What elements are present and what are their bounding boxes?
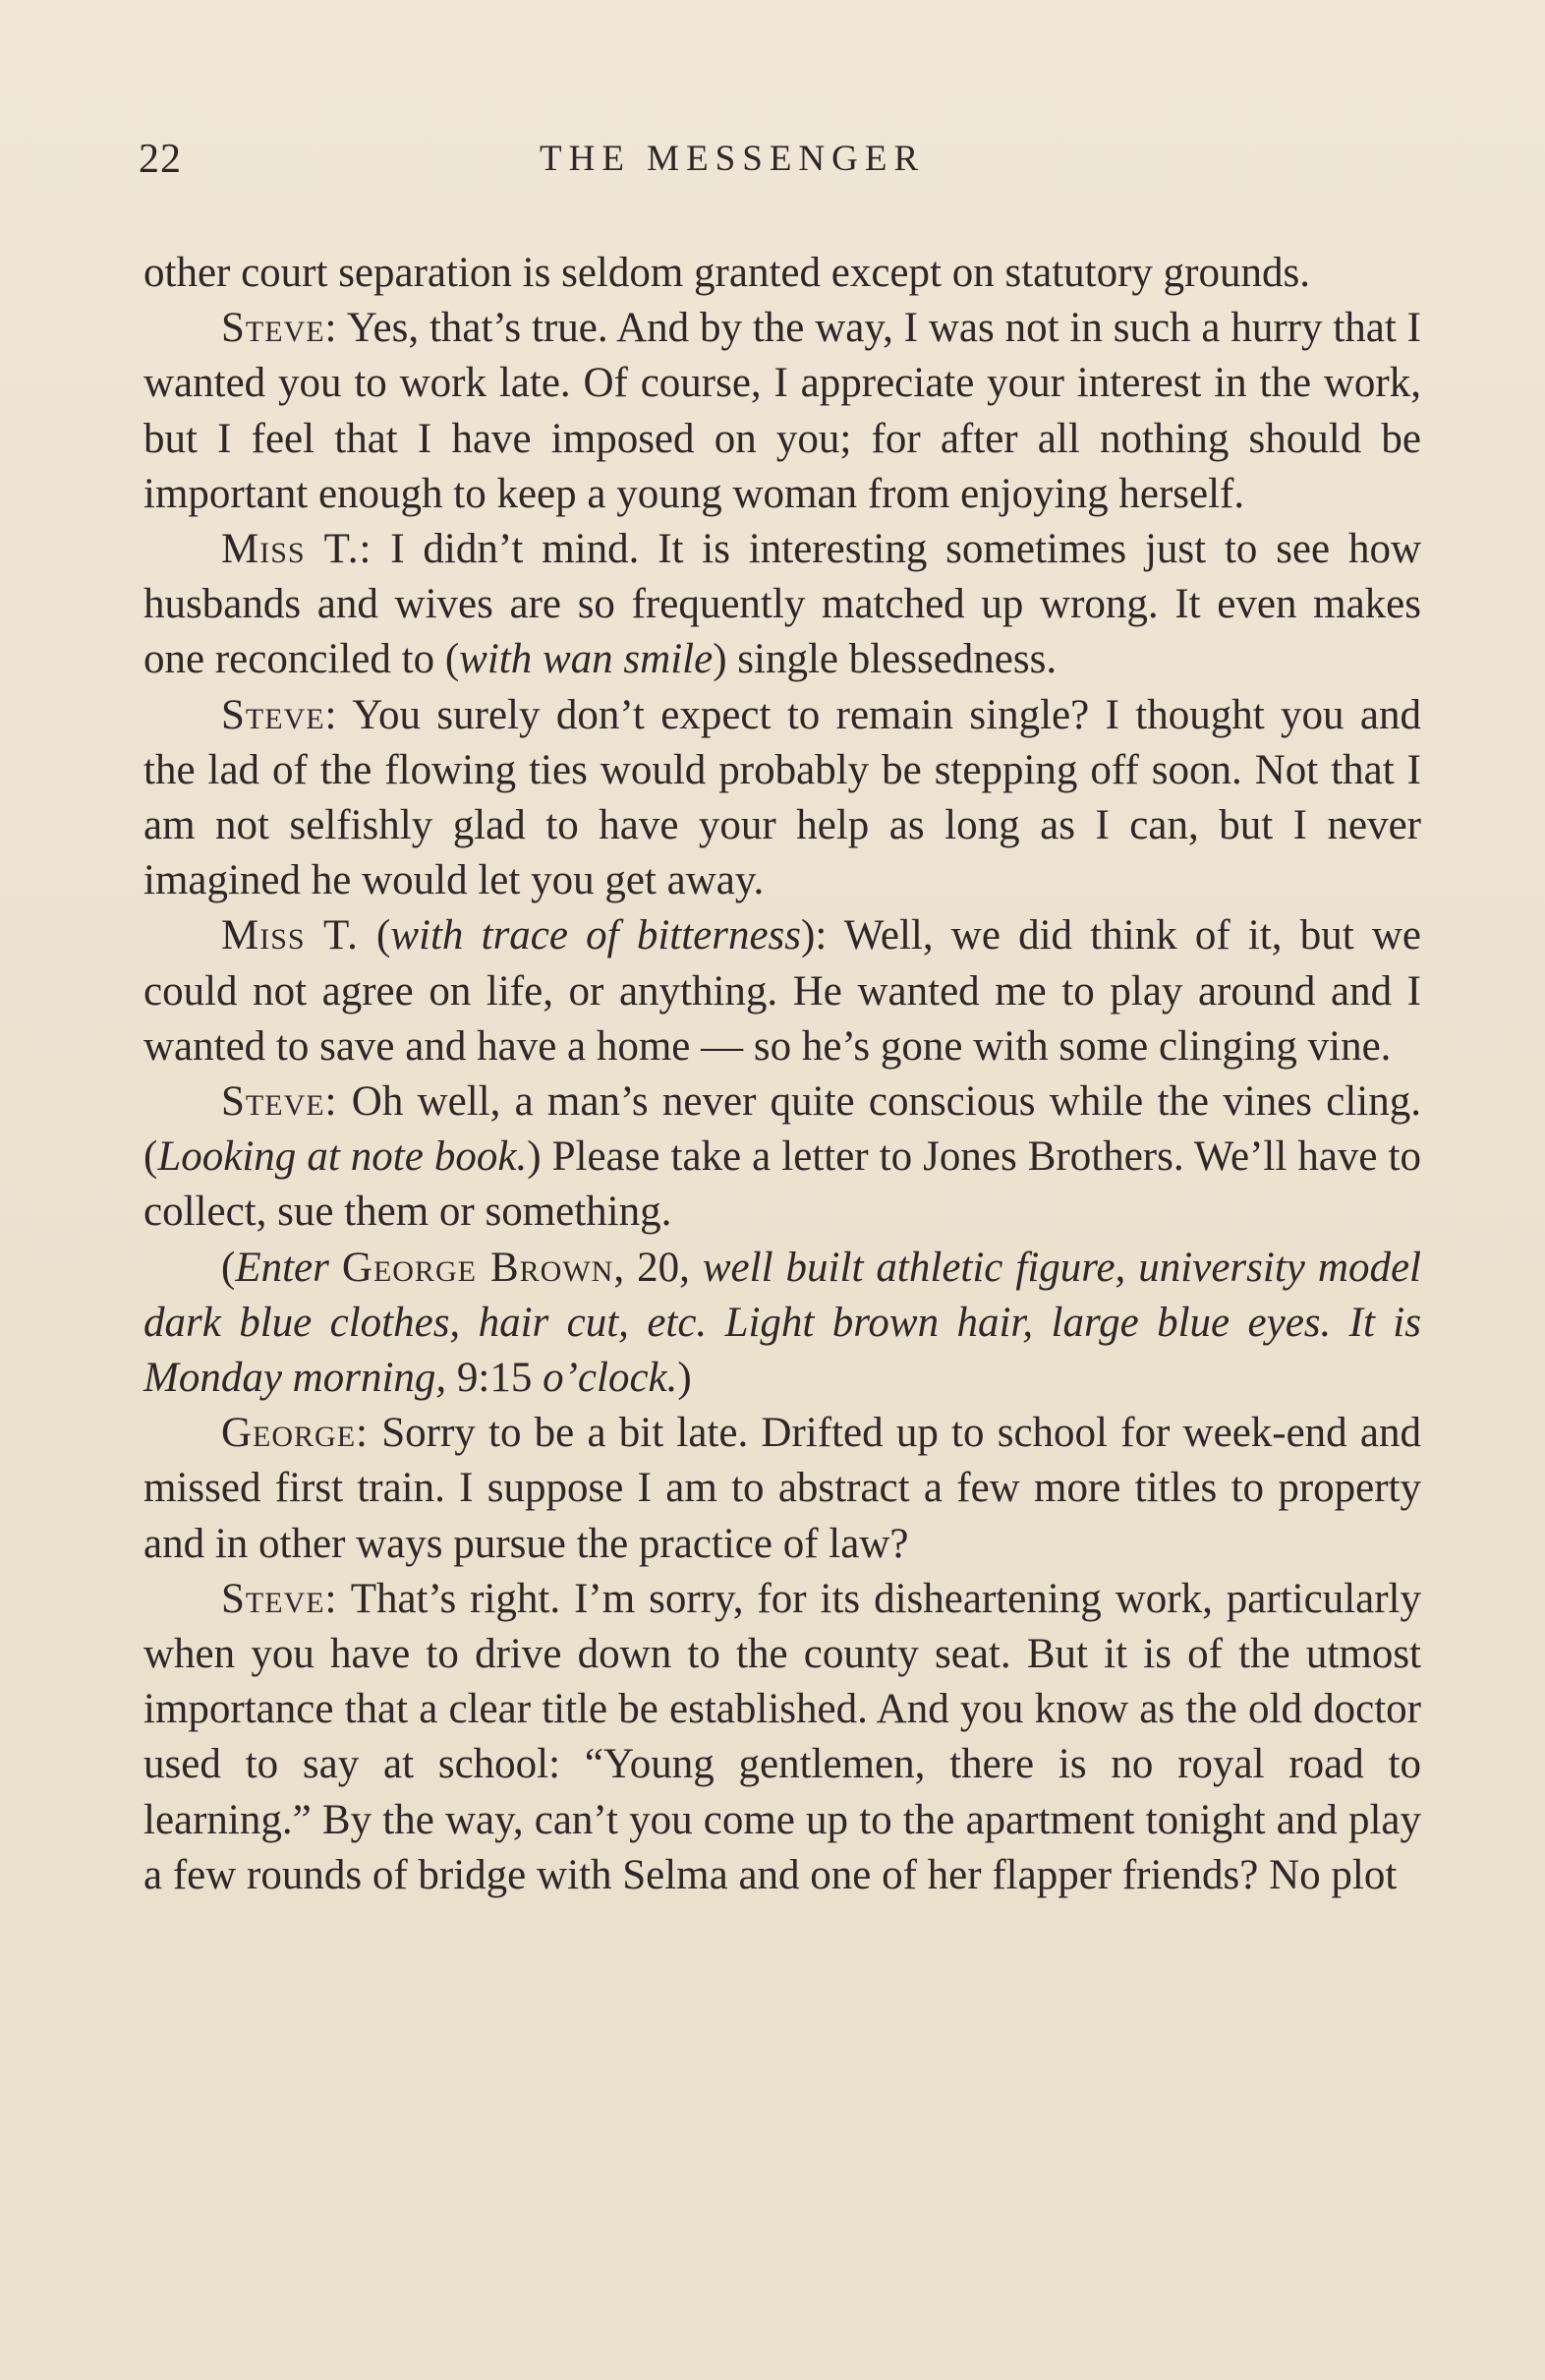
stage-direction: Enter — [235, 1244, 342, 1291]
speaker-name: Steve: — [221, 691, 338, 738]
dialogue-paragraph — [143, 1572, 1421, 1903]
dialogue-paragraph — [143, 1406, 1421, 1572]
paragraph-text: other court separation is seldom granted except on statutory grounds. — [143, 250, 1310, 296]
speaker-name: Steve: — [221, 305, 338, 352]
dialogue-text: I didn’t mind. It is interesting sometimes just to see how husbands and wives are so frequently matched up wrong. It even makes one reconciled to ( — [143, 526, 1421, 683]
dialogue-text: Oh well, a man’s never quite conscious while the vines cling. ( — [143, 1078, 1421, 1181]
running-title: THE MESSENGER — [540, 139, 926, 179]
speaker-name: George: — [221, 1410, 369, 1457]
dialogue-text: ( — [358, 912, 391, 959]
dialogue-text: ): Well, we did think of it, but we could not agree on life, or anything. He wanted me to play around and I wanted to save and have a home — so he’s gone with some clinging vine. — [143, 912, 1421, 1070]
paren-close: ) — [677, 1355, 692, 1402]
speaker-name: Miss T.: — [221, 526, 372, 573]
dialogue-text: Sorry to be a bit late. Drifted up to school for week-end and missed first train. I suppose I am to abstract a few more titles to property and in other ways pursue the practice of law? — [143, 1410, 1421, 1567]
dialogue-text: Yes, that’s true. And by the way, I was not in such a hurry that I wanted you to work late. Of course, I appreciate your interest in the work, but I feel that I have imposed on you; for after all nothing should be important enough to keep a young woman from enjoying herself. — [143, 305, 1421, 517]
dialogue-paragraph — [143, 688, 1421, 909]
dialogue-paragraph — [143, 522, 1421, 688]
stage-direction: Looking at note book. — [157, 1133, 528, 1181]
page-number: 22 — [139, 137, 182, 182]
stage-direction-text: , 20, — [613, 1244, 703, 1291]
character-name: George Brown — [341, 1244, 614, 1291]
dialogue-text: That’s right. I’m sorry, for its disheartening work, particularly when you have to drive down to the county seat. But it is of the utmost importance that a clear title be established. And you know as the old doctor used to say at school: “Young gentlemen, there is no royal road to learning.” By the way, can’t you come up to the apartment tonight and play a few rounds of bridge with Selma and one of her flapper friends? No plot — [143, 1575, 1421, 1898]
dialogue-paragraph — [143, 908, 1421, 1074]
dialogue-text: ) single blessedness. — [713, 636, 1058, 683]
dialogue-text: You surely don’t expect to remain single? I thought you and the lad of the flowing ties would probably be stepping off soon. Not that I am not selfishly glad to have your help as long as I can, but I never imagined he would let you get away. — [143, 691, 1421, 904]
speaker-name: Steve: — [221, 1575, 338, 1622]
speaker-name: Steve: — [221, 1078, 338, 1126]
dialogue-paragraph — [143, 301, 1421, 522]
stage-direction: well built athletic figure, university model dark blue clothes, hair cut, etc. Light brown hair, large blue eyes. It is Monday morning, — [143, 1244, 1421, 1402]
page-header — [139, 136, 1426, 185]
speaker-name: Miss T. — [221, 912, 359, 959]
stage-direction-time: 9:15 — [456, 1355, 533, 1402]
stage-direction: o’clock. — [532, 1355, 678, 1402]
stage-direction: with trace of bitterness — [390, 912, 802, 959]
dialogue-paragraph — [143, 1074, 1421, 1241]
stage-direction-paragraph — [143, 1241, 1421, 1407]
continuation-paragraph — [143, 246, 1421, 301]
body-text — [143, 246, 1421, 1903]
paren-open: ( — [221, 1244, 236, 1291]
dialogue-text: ) Please take a letter to Jones Brothers. We’ll have to collect, sue them or something. — [143, 1133, 1422, 1236]
stage-direction: with wan smile — [459, 636, 714, 683]
